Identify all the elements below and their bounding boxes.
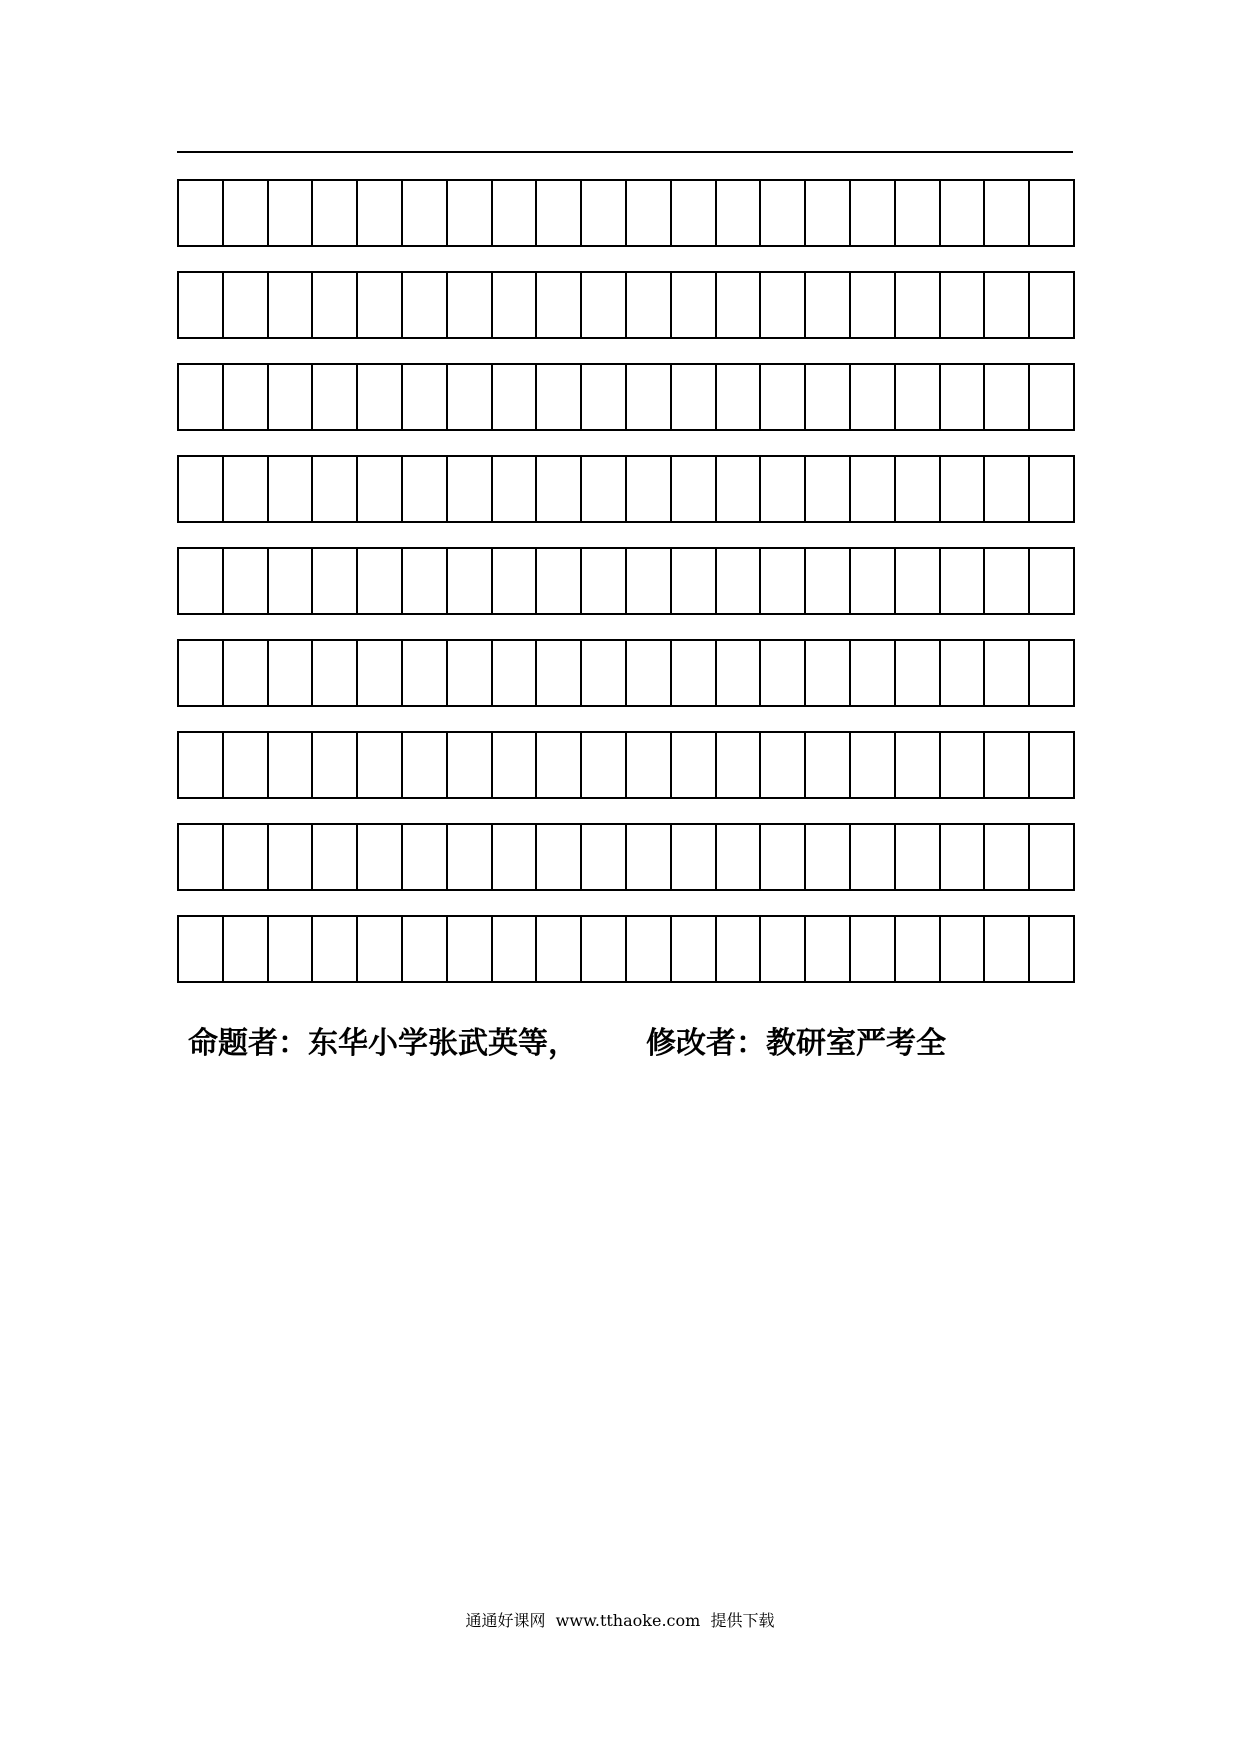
grid-cell (179, 365, 224, 429)
grid-cell (358, 641, 403, 705)
grid-cell (269, 641, 314, 705)
grid-cell (985, 181, 1030, 245)
grid-cell (493, 273, 538, 337)
grid-cell (851, 457, 896, 521)
grid-cell (537, 917, 582, 981)
grid-cell (313, 917, 358, 981)
grid-cell (761, 549, 806, 613)
grid-cell (761, 181, 806, 245)
grid-cell (448, 917, 493, 981)
grid-cell (761, 457, 806, 521)
grid-cell (851, 733, 896, 797)
grid-cell (806, 365, 851, 429)
grid-cell (1030, 733, 1073, 797)
grid-cell (403, 181, 448, 245)
grid-cell (224, 457, 269, 521)
grid-cell (1030, 917, 1073, 981)
grid-cell (1030, 549, 1073, 613)
grid-cell (403, 549, 448, 613)
grid-cell (941, 365, 986, 429)
grid-cell (985, 365, 1030, 429)
grid-cell (403, 733, 448, 797)
grid-cell (761, 641, 806, 705)
grid-cell (269, 917, 314, 981)
grid-cell (179, 549, 224, 613)
grid-cell (941, 457, 986, 521)
grid-cell (493, 641, 538, 705)
grid-cell (1030, 181, 1073, 245)
grid-cell (896, 457, 941, 521)
grid-cell (941, 733, 986, 797)
grid-cell (448, 181, 493, 245)
grid-cell (627, 457, 672, 521)
grid-cell (358, 181, 403, 245)
grid-cell (582, 365, 627, 429)
grid-cell (672, 181, 717, 245)
grid-cell (627, 641, 672, 705)
grid-cell (851, 365, 896, 429)
grid-cell (761, 273, 806, 337)
grid-cell (403, 365, 448, 429)
grid-cell (985, 273, 1030, 337)
grid-cell (313, 365, 358, 429)
grid-cell (313, 641, 358, 705)
grid-cell (403, 273, 448, 337)
grid-cell (806, 825, 851, 889)
grid-cell (493, 917, 538, 981)
grid-cell (493, 457, 538, 521)
grid-cell (582, 457, 627, 521)
grid-cell (537, 181, 582, 245)
grid-cell (537, 549, 582, 613)
grid-cell (582, 733, 627, 797)
grid-cell (269, 181, 314, 245)
grid-cell (1030, 825, 1073, 889)
grid-cell (224, 181, 269, 245)
grid-row (177, 915, 1075, 983)
grid-cell (179, 733, 224, 797)
grid-cell (851, 917, 896, 981)
grid-cell (806, 917, 851, 981)
grid-cell (224, 641, 269, 705)
grid-cell (358, 457, 403, 521)
grid-cell (358, 917, 403, 981)
grid-cell (985, 825, 1030, 889)
grid-cell (537, 733, 582, 797)
grid-cell (941, 825, 986, 889)
grid-cell (313, 733, 358, 797)
grid-cell (717, 365, 762, 429)
grid-cell (313, 181, 358, 245)
grid-cell (627, 273, 672, 337)
grid-cell (627, 917, 672, 981)
grid-cell (627, 365, 672, 429)
grid-cell (313, 549, 358, 613)
grid-cell (403, 641, 448, 705)
grid-cell (851, 181, 896, 245)
grid-row (177, 731, 1075, 799)
grid-cell (582, 641, 627, 705)
grid-cell (358, 549, 403, 613)
grid-cell (896, 733, 941, 797)
grid-cell (672, 917, 717, 981)
grid-cell (672, 733, 717, 797)
grid-cell (358, 733, 403, 797)
grid-cell (269, 825, 314, 889)
grid-cell (448, 273, 493, 337)
grid-cell (896, 549, 941, 613)
grid-cell (985, 641, 1030, 705)
grid-cell (627, 181, 672, 245)
grid-cell (537, 273, 582, 337)
grid-cell (806, 641, 851, 705)
grid-cell (896, 641, 941, 705)
grid-cell (627, 733, 672, 797)
grid-cell (493, 365, 538, 429)
grid-cell (224, 825, 269, 889)
grid-cell (806, 733, 851, 797)
grid-cell (672, 549, 717, 613)
grid-cell (358, 273, 403, 337)
grid-cell (537, 825, 582, 889)
grid-row (177, 455, 1075, 523)
grid-cell (1030, 641, 1073, 705)
grid-cell (896, 181, 941, 245)
grid-cell (179, 917, 224, 981)
grid-cell (493, 733, 538, 797)
footer-download-note: 通通好课网 www.tthaoke.com 提供下载 (465, 1611, 775, 1630)
grid-cell (582, 825, 627, 889)
grid-cell (672, 641, 717, 705)
grid-cell (806, 549, 851, 613)
grid-cell (985, 917, 1030, 981)
grid-cell (537, 641, 582, 705)
reviser-credit: 修改者：教研室严考全 (646, 1026, 946, 1061)
grid-cell (717, 825, 762, 889)
top-divider (177, 151, 1073, 153)
grid-cell (627, 549, 672, 613)
grid-cell (179, 641, 224, 705)
grid-row (177, 547, 1075, 615)
grid-cell (851, 825, 896, 889)
grid-cell (313, 273, 358, 337)
grid-cell (493, 825, 538, 889)
grid-cell (313, 457, 358, 521)
grid-cell (896, 365, 941, 429)
grid-cell (403, 457, 448, 521)
grid-cell (672, 273, 717, 337)
grid-cell (493, 549, 538, 613)
grid-cell (672, 457, 717, 521)
grid-cell (941, 549, 986, 613)
grid-cell (224, 549, 269, 613)
grid-cell (269, 549, 314, 613)
grid-cell (761, 365, 806, 429)
grid-cell (269, 457, 314, 521)
grid-cell (224, 733, 269, 797)
grid-cell (761, 825, 806, 889)
grid-cell (717, 549, 762, 613)
grid-cell (582, 273, 627, 337)
grid-cell (985, 457, 1030, 521)
grid-cell (448, 641, 493, 705)
grid-cell (985, 733, 1030, 797)
grid-cell (537, 365, 582, 429)
grid-cell (448, 733, 493, 797)
grid-row (177, 363, 1075, 431)
grid-cell (806, 181, 851, 245)
grid-cell (851, 549, 896, 613)
grid-cell (179, 825, 224, 889)
grid-row (177, 179, 1075, 247)
grid-cell (627, 825, 672, 889)
grid-cell (493, 181, 538, 245)
grid-cell (941, 273, 986, 337)
grid-cell (985, 549, 1030, 613)
grid-row (177, 639, 1075, 707)
grid-cell (761, 917, 806, 981)
grid-cell (806, 457, 851, 521)
grid-row (177, 271, 1075, 339)
grid-cell (358, 825, 403, 889)
grid-cell (717, 733, 762, 797)
grid-cell (1030, 457, 1073, 521)
grid-cell (717, 917, 762, 981)
grid-cell (761, 733, 806, 797)
grid-cell (448, 549, 493, 613)
grid-cell (806, 273, 851, 337)
grid-cell (269, 365, 314, 429)
grid-cell (448, 457, 493, 521)
grid-cell (851, 641, 896, 705)
grid-cell (672, 365, 717, 429)
grid-row (177, 823, 1075, 891)
grid-cell (537, 457, 582, 521)
grid-cell (1030, 365, 1073, 429)
grid-cell (941, 917, 986, 981)
grid-cell (224, 273, 269, 337)
grid-cell (941, 181, 986, 245)
grid-cell (896, 273, 941, 337)
grid-cell (448, 825, 493, 889)
grid-cell (179, 273, 224, 337)
grid-cell (717, 181, 762, 245)
grid-cell (224, 365, 269, 429)
grid-cell (672, 825, 717, 889)
grid-cell (403, 917, 448, 981)
grid-cell (179, 457, 224, 521)
author-credit: 命题者：东华小学张武英等， (188, 1026, 578, 1061)
grid-cell (851, 273, 896, 337)
grid-cell (582, 549, 627, 613)
grid-cell (896, 917, 941, 981)
grid-cell (941, 641, 986, 705)
grid-cell (224, 917, 269, 981)
grid-cell (448, 365, 493, 429)
grid-cell (896, 825, 941, 889)
grid-cell (717, 641, 762, 705)
grid-cell (1030, 273, 1073, 337)
grid-cell (269, 733, 314, 797)
grid-cell (582, 917, 627, 981)
grid-cell (269, 273, 314, 337)
grid-cell (582, 181, 627, 245)
grid-cell (717, 273, 762, 337)
grid-cell (358, 365, 403, 429)
grid-cell (403, 825, 448, 889)
grid-cell (179, 181, 224, 245)
grid-cell (313, 825, 358, 889)
grid-cell (717, 457, 762, 521)
